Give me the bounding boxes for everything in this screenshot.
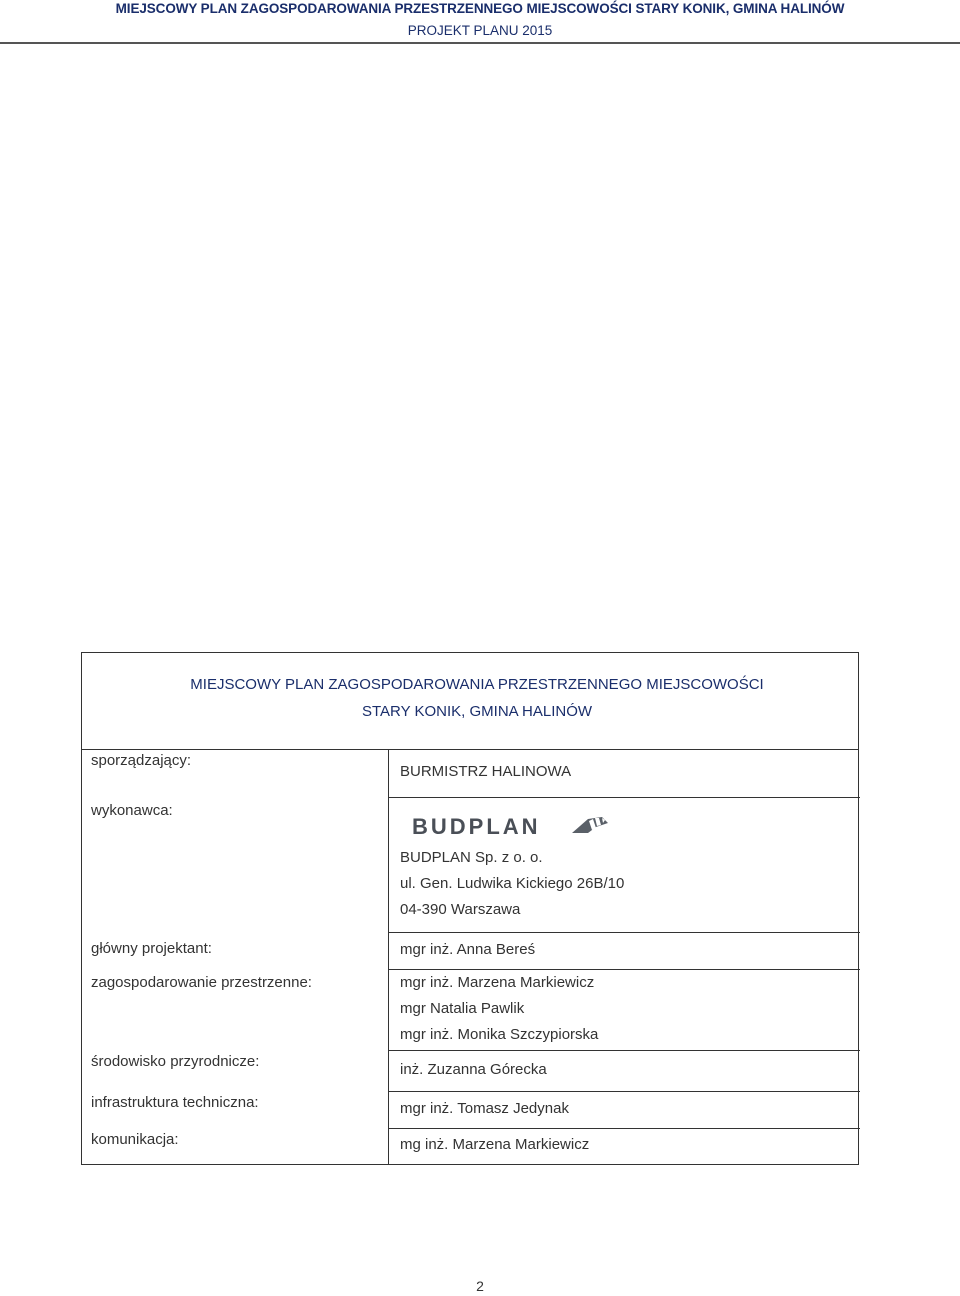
row-divider <box>388 1091 860 1092</box>
label-zagospodarowanie: zagospodarowanie przestrzenne: <box>91 974 312 991</box>
header-subtitle: PROJEKT PLANU 2015 <box>407 23 553 38</box>
value-company: BUDPLAN Sp. z o. o. <box>400 849 543 866</box>
page-header <box>0 0 960 44</box>
label-wykonawca: wykonawca: <box>91 802 173 819</box>
row-divider <box>388 1050 860 1051</box>
value-city: 04-390 Warszawa <box>400 901 521 918</box>
label-infrastruktura: infrastruktura techniczna: <box>91 1094 259 1111</box>
label-komunikacja: komunikacja: <box>91 1131 179 1148</box>
column-divider <box>388 750 389 1164</box>
table-title-cell <box>82 653 858 750</box>
value-infrastruktura: mgr inż. Tomasz Jedynak <box>400 1100 569 1117</box>
value-zagospodarowanie-1: mgr inż. Marzena Markiewicz <box>400 974 595 991</box>
row-divider <box>388 932 860 933</box>
row-divider <box>388 1128 860 1129</box>
value-glowny-projektant: mgr inż. Anna Bereś <box>400 941 536 958</box>
value-zagospodarowanie-2: mgr Natalia Pawlik <box>400 1000 525 1017</box>
value-street: ul. Gen. Ludwika Kickiego 26B/10 <box>400 875 625 892</box>
table-title-line2: STARY KONIK, GMINA HALINÓW <box>361 703 593 720</box>
label-glowny-projektant: główny projektant: <box>91 940 212 957</box>
label-srodowisko: środowisko przyrodnicze: <box>91 1053 260 1070</box>
value-srodowisko: inż. Zuzanna Górecka <box>400 1061 547 1078</box>
header-title: MIEJSCOWY PLAN ZAGOSPODAROWANIA PRZESTRZENNEGO MIEJSCOWOŚCI STARY KONIK, GMINA HALINÓW <box>115 1 845 16</box>
budplan-logo <box>412 813 612 844</box>
value-sporzadzajacy: BURMISTRZ HALINOWA <box>400 763 572 780</box>
row-divider <box>388 797 860 798</box>
budplan-logo-graphic <box>412 813 612 839</box>
value-zagospodarowanie-3: mgr inż. Monika Szczypiorska <box>400 1026 599 1043</box>
budplan-logo-wordmark: BUDPLAN <box>412 814 541 839</box>
row-divider <box>388 969 860 970</box>
value-komunikacja: mg inż. Marzena Markiewicz <box>400 1136 590 1153</box>
table-title-line1: MIEJSCOWY PLAN ZAGOSPODAROWANIA PRZESTRZENNEGO MIEJSCOWOŚCI <box>190 676 764 693</box>
label-sporzadzajacy: sporządzający: <box>91 752 192 769</box>
page-number: 2 <box>476 1278 484 1294</box>
title-page-table <box>81 652 859 1165</box>
